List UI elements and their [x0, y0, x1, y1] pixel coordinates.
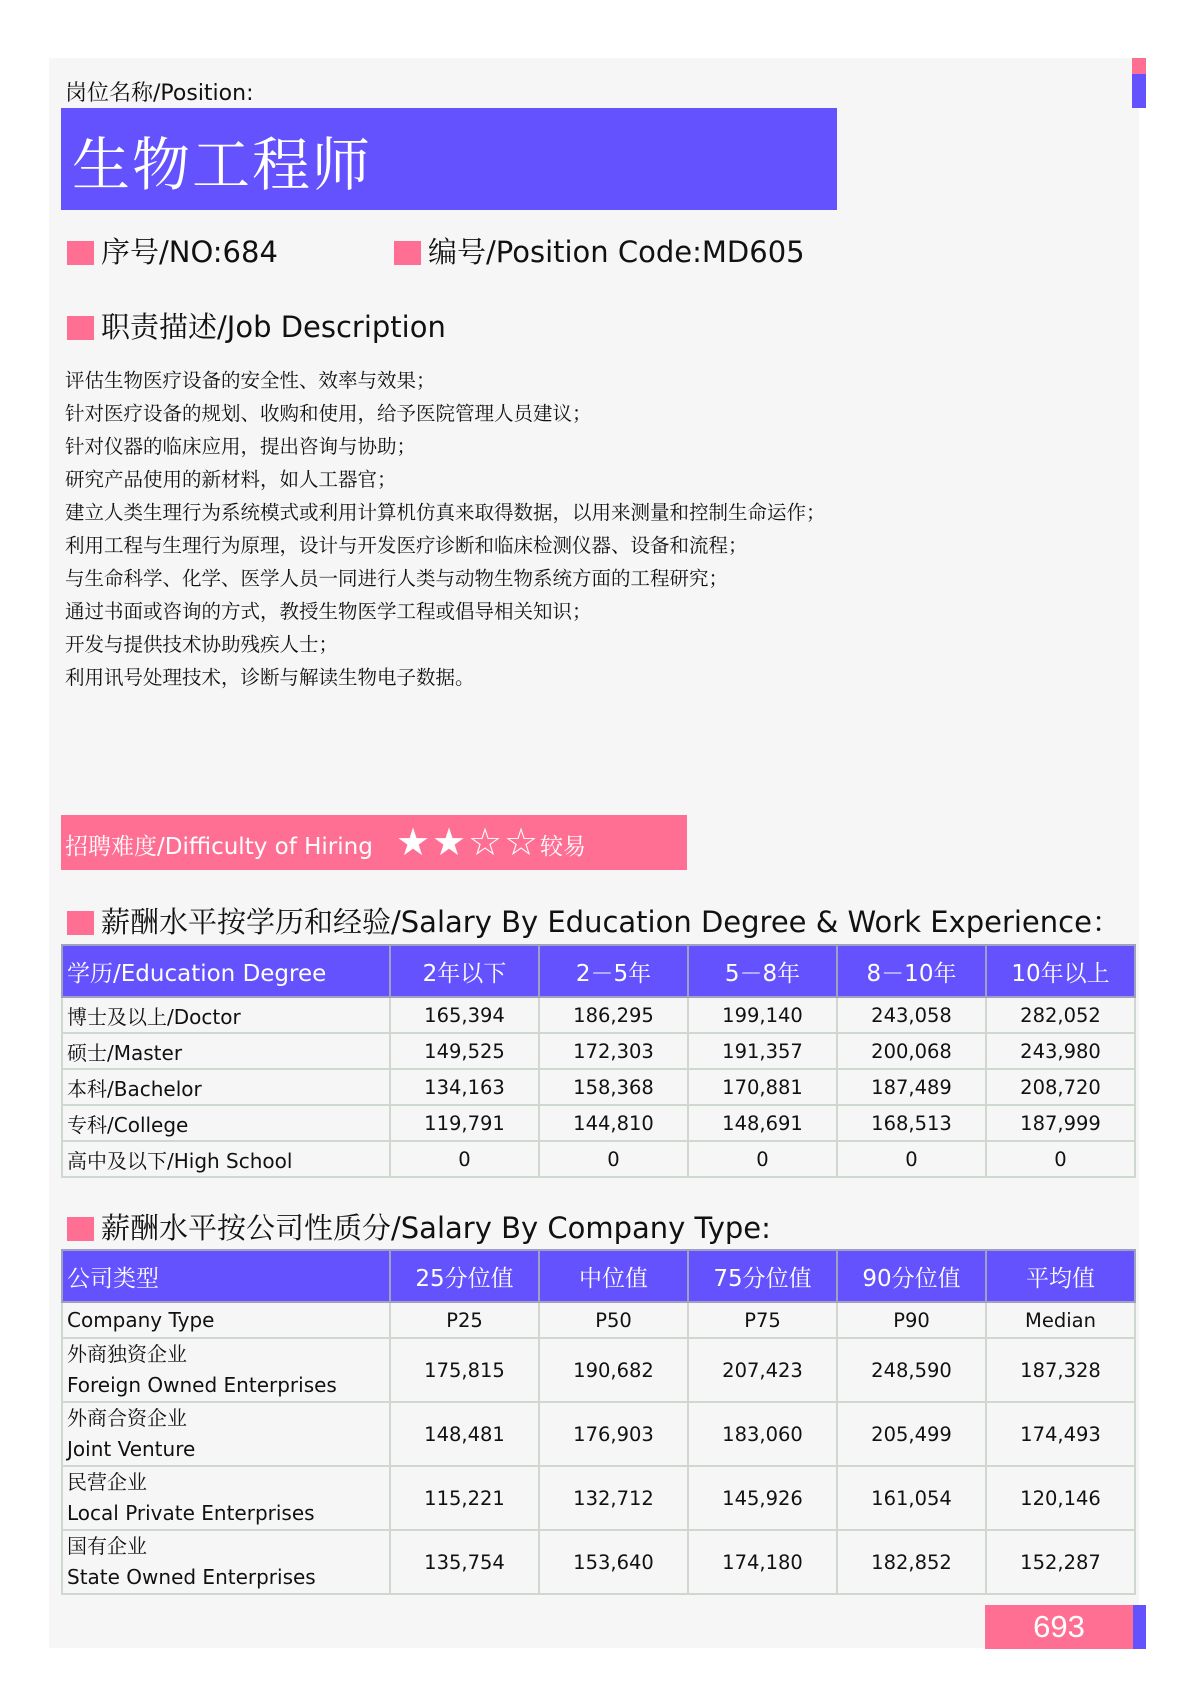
table-cell: 0	[837, 1141, 986, 1177]
table-cell: 182,852	[837, 1530, 986, 1594]
column-header: 90分位值	[837, 1250, 986, 1302]
bullet-square-icon	[67, 1217, 94, 1241]
table-row	[62, 1338, 1135, 1402]
row-label-cn: 外商合资企业	[67, 1406, 187, 1430]
column-header: 平均值	[986, 1250, 1135, 1302]
table-row	[62, 1141, 1135, 1177]
job-description-heading-text: 职责描述/Job Description	[101, 310, 446, 344]
row-label: 本科/Bachelor	[62, 1069, 390, 1105]
bullet-square-icon	[394, 241, 421, 265]
table-cell: 200,068	[837, 1033, 986, 1069]
list-item: 评估生物医疗设备的安全性、效率与效果；	[65, 369, 436, 392]
column-header: 2－5年	[539, 945, 688, 997]
table-cell: 207,423	[688, 1338, 837, 1402]
column-header: 75分位值	[688, 1250, 837, 1302]
column-header: 2年以下	[390, 945, 539, 997]
table-cell: Median	[986, 1302, 1135, 1338]
job-description-list	[65, 364, 826, 694]
table-row	[62, 997, 1135, 1033]
table-cell: 153,640	[539, 1530, 688, 1594]
table-cell: 0	[390, 1141, 539, 1177]
table-cell: 145,926	[688, 1466, 837, 1530]
row-label	[62, 1402, 390, 1466]
table-cell: 158,368	[539, 1069, 688, 1105]
position-code	[394, 230, 805, 271]
table-cell: 148,691	[688, 1105, 837, 1141]
table-cell: 115,221	[390, 1466, 539, 1530]
row-label-en: State Owned Enterprises	[67, 1565, 316, 1589]
table-cell: 132,712	[539, 1466, 688, 1530]
table-cell: 248,590	[837, 1338, 986, 1402]
serial-number	[67, 230, 278, 271]
difficulty-label: 招聘难度/Difficulty of Hiring	[65, 834, 373, 860]
table-cell: 199,140	[688, 997, 837, 1033]
table-cell: 174,493	[986, 1402, 1135, 1466]
table-row	[62, 1402, 1135, 1466]
row-label-en: Foreign Owned Enterprises	[67, 1373, 337, 1397]
row-label: 硕士/Master	[62, 1033, 390, 1069]
position-code-text: 编号/Position Code:MD605	[428, 235, 805, 269]
job-description-heading	[67, 305, 446, 346]
table-cell: 208,720	[986, 1069, 1135, 1105]
list-item: 研究产品使用的新材料，如人工器官；	[65, 468, 397, 491]
star-filled-icon: ★	[431, 820, 467, 864]
salary-company-heading	[67, 1206, 771, 1247]
table-row	[62, 1105, 1135, 1141]
salary-education-heading	[67, 900, 1121, 941]
corner-accent-purple	[1132, 74, 1146, 108]
table-cell: P50	[539, 1302, 688, 1338]
table-header-row	[62, 1250, 1135, 1302]
list-item: 利用工程与生理行为原理，设计与开发医疗诊断和临床检测仪器、设备和流程；	[65, 534, 748, 557]
table-cell: 165,394	[390, 997, 539, 1033]
table-cell: 119,791	[390, 1105, 539, 1141]
table-cell: P90	[837, 1302, 986, 1338]
table-cell: 186,295	[539, 997, 688, 1033]
table-row	[62, 1466, 1135, 1530]
row-label-en: Joint Venture	[67, 1437, 196, 1461]
row-label: 高中及以下/High School	[62, 1141, 390, 1177]
list-item: 开发与提供技术协助残疾人士；	[65, 633, 339, 656]
page-number: 693	[1033, 1609, 1085, 1644]
table-cell: 190,682	[539, 1338, 688, 1402]
table-cell: 243,058	[837, 997, 986, 1033]
table-cell: 0	[986, 1141, 1135, 1177]
table-cell: 152,287	[986, 1530, 1135, 1594]
table-cell: 135,754	[390, 1530, 539, 1594]
difficulty-rating	[395, 820, 539, 864]
table-cell: 282,052	[986, 997, 1135, 1033]
row-label-cn: 民营企业	[67, 1470, 147, 1494]
column-header: 10年以上	[986, 945, 1135, 997]
table-cell: 149,525	[390, 1033, 539, 1069]
row-label-en: Local Private Enterprises	[67, 1501, 315, 1525]
table-cell: 187,489	[837, 1069, 986, 1105]
row-label	[62, 1530, 390, 1594]
table-cell: 134,163	[390, 1069, 539, 1105]
list-item: 通过书面或咨询的方式，教授生物医学工程或倡导相关知识；	[65, 600, 592, 623]
table-cell: 0	[688, 1141, 837, 1177]
table-cell: 144,810	[539, 1105, 688, 1141]
table-cell: P25	[390, 1302, 539, 1338]
table-cell: 172,303	[539, 1033, 688, 1069]
table-cell: 176,903	[539, 1402, 688, 1466]
star-empty-icon: ☆	[467, 820, 503, 864]
row-label: 专科/College	[62, 1105, 390, 1141]
bullet-square-icon	[67, 911, 94, 935]
column-header: 5－8年	[688, 945, 837, 997]
column-header: 学历/Education Degree	[62, 945, 390, 997]
column-header: 25分位值	[390, 1250, 539, 1302]
column-header: 8－10年	[837, 945, 986, 997]
salary-company-heading-text: 薪酬水平按公司性质分/Salary By Company Type:	[101, 1211, 771, 1245]
table-row	[62, 1033, 1135, 1069]
star-empty-icon: ☆	[503, 820, 539, 864]
table-cell: 187,999	[986, 1105, 1135, 1141]
salary-education-heading-text: 薪酬水平按学历和经验/Salary By Education Degree & Work Experience：	[101, 905, 1121, 939]
table-row	[62, 1069, 1135, 1105]
difficulty-level: 较易	[540, 834, 586, 860]
list-item: 与生命科学、化学、医学人员一同进行人类与动物生物系统方面的工程研究；	[65, 567, 729, 590]
bullet-square-icon	[67, 241, 94, 265]
table-cell: 148,481	[390, 1402, 539, 1466]
salary-company-table	[61, 1249, 1136, 1595]
column-header: 公司类型	[62, 1250, 390, 1302]
bullet-square-icon	[67, 316, 94, 340]
corner-accent-pink	[1132, 58, 1146, 74]
row-label-cn: 外商独资企业	[67, 1342, 187, 1366]
table-cell: 243,980	[986, 1033, 1135, 1069]
list-item: 利用讯号处理技术，诊断与解读生物电子数据。	[65, 666, 475, 689]
list-item: 建立人类生理行为系统模式或利用计算机仿真来取得数据，以用来测量和控制生命运作；	[65, 501, 826, 524]
table-cell: 205,499	[837, 1402, 986, 1466]
page-number-accent	[1133, 1605, 1146, 1649]
table-cell: Company Type	[62, 1302, 390, 1338]
row-label: 博士及以上/Doctor	[62, 997, 390, 1033]
table-cell: 170,881	[688, 1069, 837, 1105]
position-label: 岗位名称/Position:	[65, 81, 254, 106]
table-cell: 0	[539, 1141, 688, 1177]
list-item: 针对医疗设备的规划、收购和使用，给予医院管理人员建议；	[65, 402, 592, 425]
table-cell: 174,180	[688, 1530, 837, 1594]
column-header: 中位值	[539, 1250, 688, 1302]
table-header-row	[62, 945, 1135, 997]
star-filled-icon: ★	[395, 820, 431, 864]
table-row	[62, 1530, 1135, 1594]
table-cell: 120,146	[986, 1466, 1135, 1530]
row-label	[62, 1466, 390, 1530]
page-title: 生物工程师	[72, 131, 373, 199]
table-cell: 183,060	[688, 1402, 837, 1466]
table-cell: 161,054	[837, 1466, 986, 1530]
table-cell: 187,328	[986, 1338, 1135, 1402]
row-label	[62, 1338, 390, 1402]
salary-education-table	[61, 944, 1136, 1178]
table-cell: 191,357	[688, 1033, 837, 1069]
list-item: 针对仪器的临床应用，提出咨询与协助；	[65, 435, 417, 458]
table-cell: 175,815	[390, 1338, 539, 1402]
serial-number-text: 序号/NO:684	[101, 235, 278, 269]
table-cell: 168,513	[837, 1105, 986, 1141]
table-subheader-row	[62, 1302, 1135, 1338]
row-label-cn: 国有企业	[67, 1534, 147, 1558]
table-cell: P75	[688, 1302, 837, 1338]
